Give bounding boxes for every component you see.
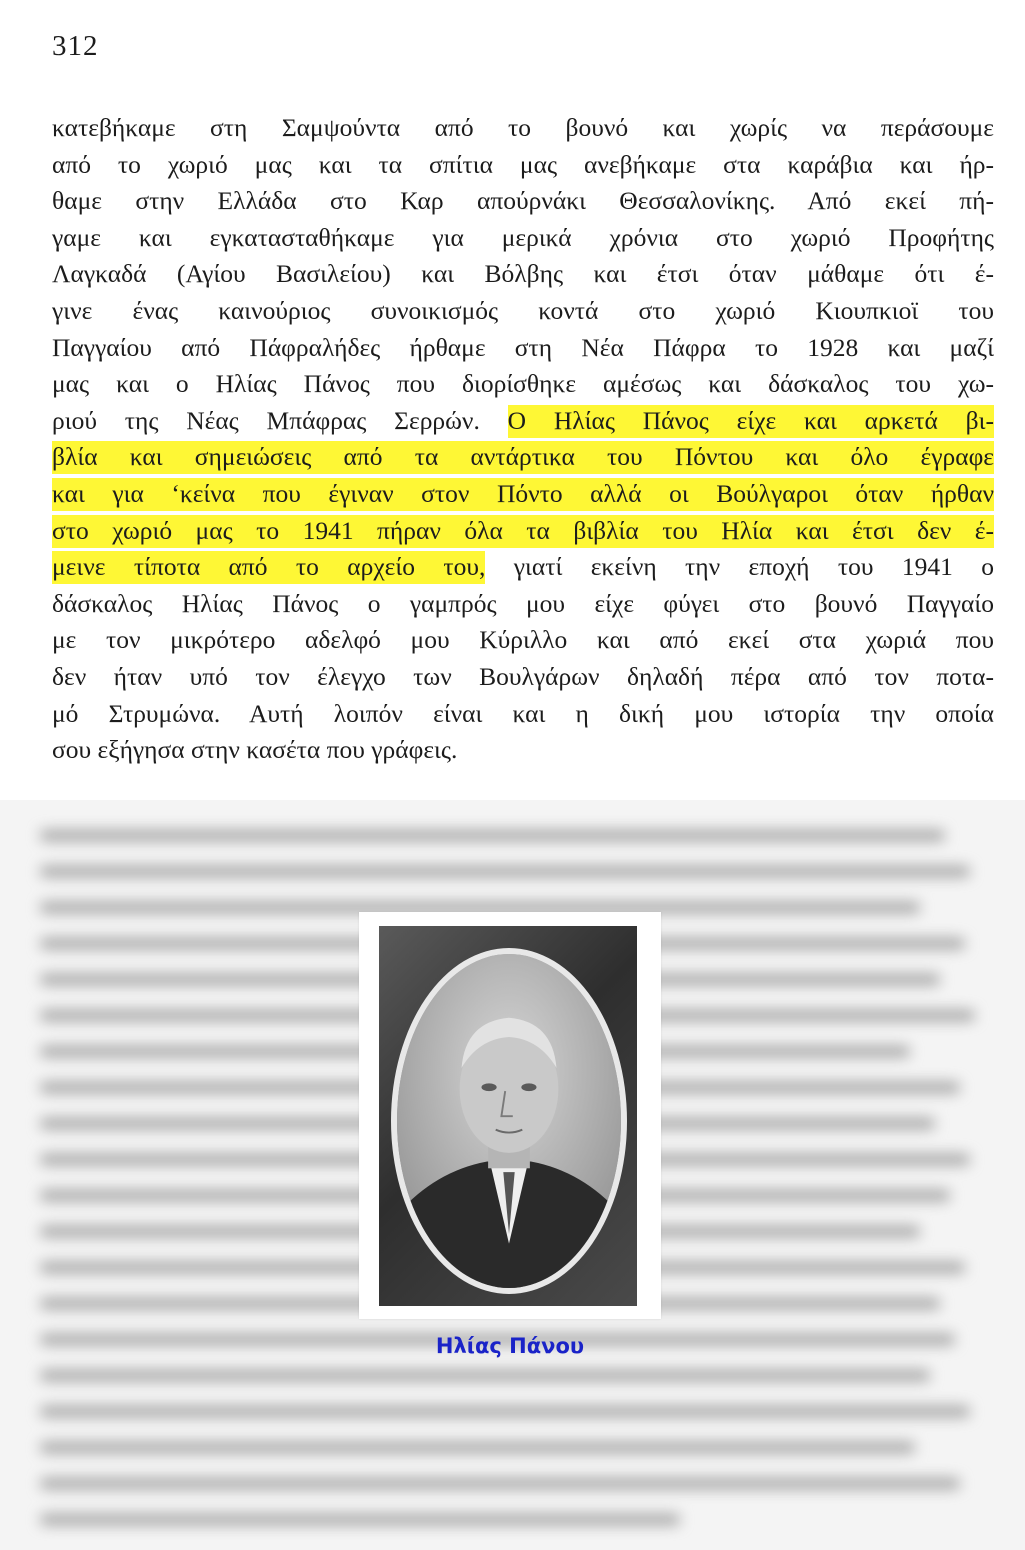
text-line: γαμε και εγκατασταθήκαμε για μερικά χρόνια στο χωριό Προφήτης xyxy=(52,222,994,252)
text-segment: γιατί εκείνη την εποχή του 1941 ο xyxy=(485,552,994,582)
photo-caption: Ηλίας Πάνου xyxy=(435,1334,585,1358)
text-line xyxy=(52,439,994,476)
body-paragraph xyxy=(52,110,994,769)
text-line: από το χωριό μας και τα σπίτια μας ανεβήκαμε στα καράβια και ήρ- xyxy=(52,149,994,179)
highlighted-text: και για ‘κείνα που έγιναν στον Πόντο αλλά οι Βούλγαροι όταν ήρθαν xyxy=(52,478,994,511)
portrait-figure xyxy=(397,954,621,1288)
blurred-line xyxy=(40,1478,960,1489)
blurred-line xyxy=(40,1406,970,1417)
blurred-line xyxy=(40,1442,915,1453)
blurred-line xyxy=(40,1514,680,1525)
text-line xyxy=(52,513,994,550)
highlighted-text: Ο Ηλίας Πάνος είχε και αρκετά βι- xyxy=(508,405,994,438)
text-segment: ριού της Νέας Μπάφρας Σερρών. xyxy=(52,405,508,435)
text-line: μας και ο Ηλίας Πάνος που διορίσθηκε αμέσως και δάσκαλος του χω- xyxy=(52,369,994,399)
text-line: θαμε στην Ελλάδα στο Καρ απούρνάκι Θεσσαλονίκης. Από εκεί πή- xyxy=(52,186,994,216)
text-line xyxy=(52,476,994,513)
text-line: Παγγαίου από Πάφραλήδες ήρθαμε στη Νέα Πάφρα το 1928 και μαζί xyxy=(52,332,994,362)
text-line: γινε ένας καινούριος συνοικισμός κοντά στο χωριό Κιουπκιοϊ του xyxy=(52,295,994,325)
text-line: δάσκαλος Ηλίας Πάνος ο γαμπρός μου είχε φύγει στο βουνό Παγγαίο xyxy=(52,588,994,618)
text-line: Λαγκαδά (Αγίου Βασιλείου) και Βόλβης και έτσι όταν μάθαμε ότι έ- xyxy=(52,259,994,289)
oval-frame xyxy=(391,948,627,1294)
highlighted-text: στο χωριό μας το 1941 πήραν όλα τα βιβλία του Ηλία και έτσι δεν έ- xyxy=(52,515,994,548)
blurred-line xyxy=(40,1370,930,1381)
text-line: με τον μικρότερο αδελφό μου Κύριλλο και από εκεί στα χωριά που xyxy=(52,625,994,655)
text-line xyxy=(52,403,994,440)
text-line: μό Στρυμώνα. Αυτή λοιπόν είναι και η δική μου ιστορία την οποία xyxy=(52,698,994,728)
blurred-line xyxy=(40,866,970,877)
portrait-photo xyxy=(359,912,661,1319)
text-line: δεν ήταν υπό τον έλεγχο των Βουλγάρων δηλαδή πέρα από τον ποτα- xyxy=(52,661,994,691)
text-line: κατεβήκαμε στη Σαμψούντα από το βουνό και χωρίς να περάσουμε xyxy=(52,113,994,142)
page-number: 312 xyxy=(52,30,99,62)
highlighted-text: βλία και σημειώσεις από τα αντάρτικα του Πόντου και όλο έγραφε xyxy=(52,441,994,474)
photo-background xyxy=(379,926,637,1306)
text-line xyxy=(52,549,994,586)
highlighted-text: μεινε τίποτα από το αρχείο του, xyxy=(52,551,485,584)
text-line: σου εξήγησα στην κασέτα που γράφεις. xyxy=(52,735,458,765)
blurred-line xyxy=(40,830,945,841)
